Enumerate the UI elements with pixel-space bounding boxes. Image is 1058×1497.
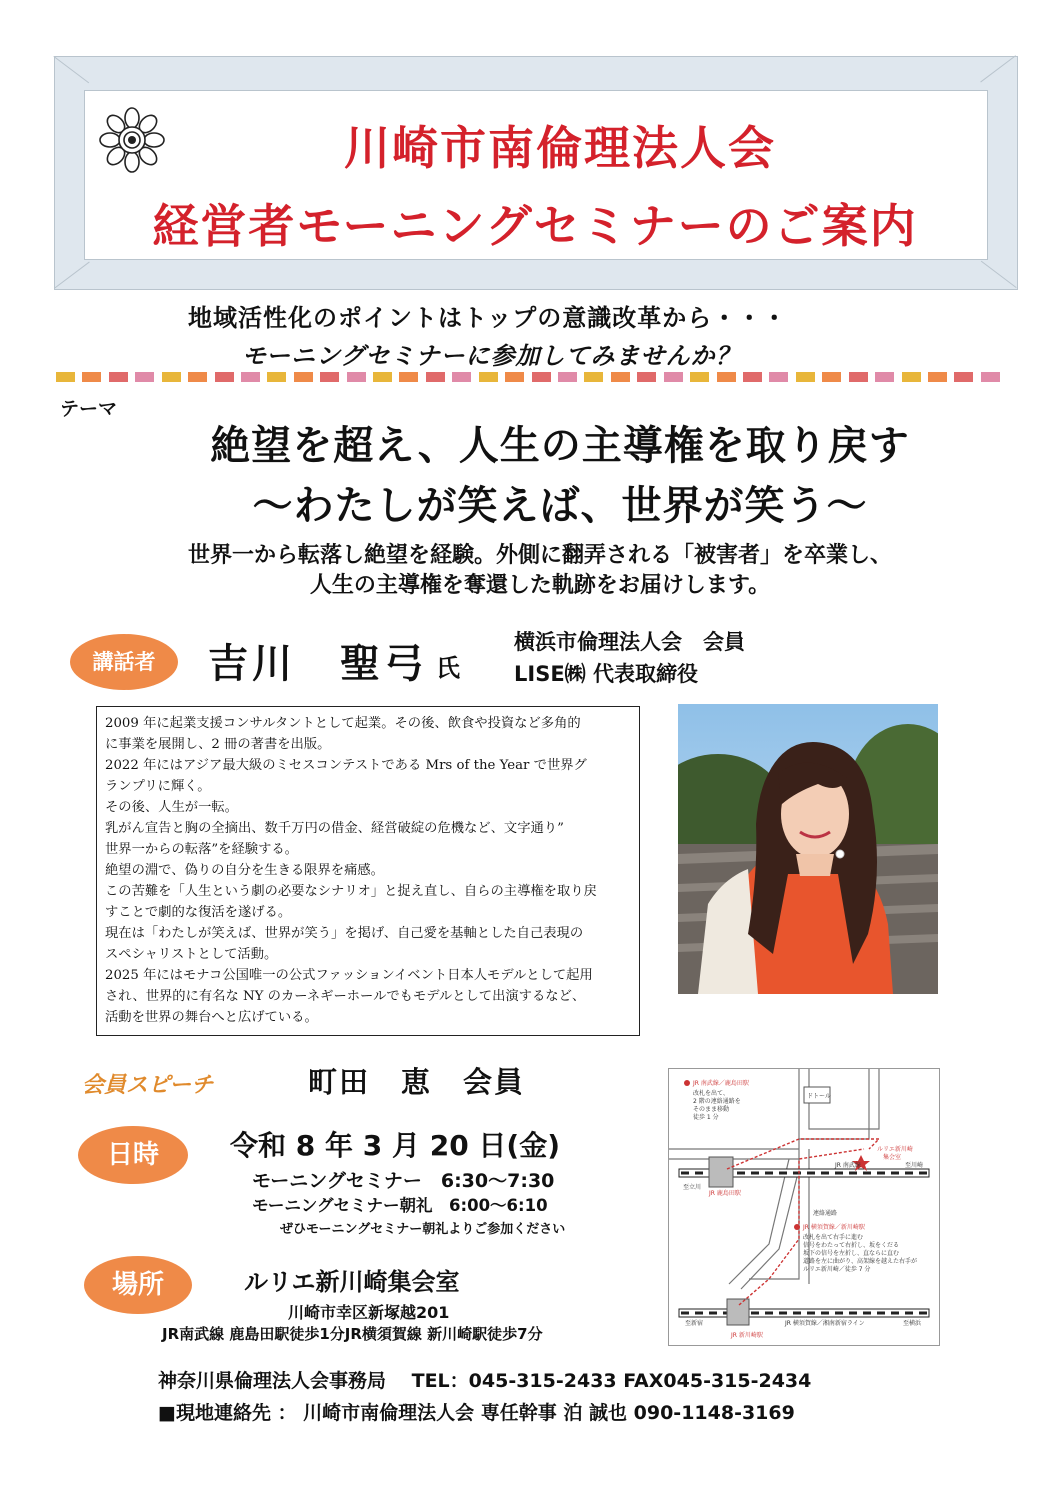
- divider-dash: [532, 372, 551, 382]
- access-map: [668, 1068, 940, 1346]
- bio-line: され、世界的に有名な NY のカーネギーホールでもモデルとして出演するなど、: [105, 989, 586, 1004]
- divider-dash: [320, 372, 339, 382]
- divider-dash: [347, 372, 366, 382]
- datetime-badge: 日時: [78, 1126, 188, 1184]
- lead-text: 地域活性化のポイントはトップの意識改革から・・・: [188, 304, 788, 332]
- divider-dash: [954, 372, 973, 382]
- divider-dash: [875, 372, 894, 382]
- divider-dash: [584, 372, 603, 382]
- bio-line: ランプリに輝く。: [105, 779, 211, 794]
- map-yokosuka-line: JR 横須賀線／湘南新宿ライン: [785, 1320, 865, 1327]
- speaker-bio: [96, 706, 640, 1036]
- divider-dash: [664, 372, 683, 382]
- map-station-left: 至立川: [683, 1184, 702, 1191]
- venue-access: JR南武線 鹿島田駅徒歩1分JR横須賀線 新川崎駅徒歩7分: [162, 1325, 543, 1343]
- bio-line: スペシャリストとして活動。: [105, 947, 278, 962]
- divider-dash: [637, 372, 656, 382]
- divider-dash: [294, 372, 313, 382]
- map-note1-line: そのまま移動: [693, 1106, 730, 1113]
- map-venue-label: ルリエ新川崎: [877, 1146, 913, 1153]
- divider-dash: [558, 372, 577, 382]
- page-subtitle: 経営者モーニングセミナーのご案内: [152, 199, 918, 253]
- lead-invitation: モーニングセミナーに参加してみませんか？: [242, 342, 741, 370]
- divider-dash: [981, 372, 1000, 382]
- speaker-photo: [678, 704, 938, 994]
- bio-line: 活動を世界の舞台へと広げている。: [105, 1010, 318, 1025]
- bio-line: 絶望の淵で、偽りの自分を生きる限界を痛感。: [105, 863, 384, 878]
- speaker-name: 吉川 聖弓: [208, 641, 428, 687]
- bio-line: 2022 年にはアジア最大級のミセスコンテストである Mrs of the Year で世界グ: [105, 758, 587, 773]
- map-station-right: 至川崎: [905, 1162, 924, 1169]
- bio-line: 2009 年に起業支援コンサルタントとして起業。その後、飲食や投資など多角的: [105, 716, 581, 731]
- map-note2-title: JR 横須賀線／新川崎駅: [803, 1224, 865, 1231]
- speaker-affiliation: 横浜市倫理法人会 会員: [514, 630, 745, 654]
- divider-dash: [215, 372, 234, 382]
- map-note1-line: 2 階の連絡通路を: [693, 1098, 741, 1105]
- map-note2-line: 信号をわたって右折し、坂をくだる: [803, 1242, 900, 1249]
- map-note1-line: 徒歩 1 分: [693, 1114, 719, 1121]
- member-speech-name: 町田 恵 会員: [308, 1065, 526, 1099]
- bio-line: すことで劇的な復活を遂げる。: [105, 905, 292, 920]
- divider-dash: [241, 372, 260, 382]
- map-bottom-left: 至新宿: [685, 1320, 704, 1327]
- bio-line: 現在は「わたしが笑えば、世界が笑う」を掲げ、自己愛を基軸とした自己表現の: [105, 926, 584, 941]
- bio-line: この苦難を「人生という劇の必要なシナリオ」と捉え直し、自らの主導権を取り戻: [105, 884, 597, 899]
- map-note2-line: 坂下の信号を左折し、直ならに直む: [803, 1250, 900, 1257]
- map-venue-label: 集会室: [883, 1154, 902, 1161]
- theme-subtitle: ～わたしが笑えば、世界が笑う～: [252, 483, 868, 529]
- divider-dash: [796, 372, 815, 382]
- bio-line: 世界一からの転落”を経験する。: [105, 842, 298, 857]
- rinri-emblem-icon: [96, 104, 168, 176]
- divider-dash: [928, 372, 947, 382]
- venue-address: 川崎市幸区新塚越201: [288, 1303, 450, 1322]
- morning-assembly-time: モーニングセミナー朝礼 6:00～6:10: [252, 1196, 548, 1215]
- divider-dash: [188, 372, 207, 382]
- divider-dash: [479, 372, 498, 382]
- local-contact: ■現地連絡先 ： 川崎市南倫理法人会 専任幹事 泊 誠也 090-1148-3169: [158, 1402, 795, 1424]
- bio-line: その後、人生が一転。: [105, 800, 238, 815]
- bio-line: に事業を展開し、2 冊の著書を出版。: [105, 737, 331, 752]
- divider-dash: [56, 372, 75, 382]
- divider-dash: [452, 372, 471, 382]
- decorative-divider: [56, 372, 1000, 384]
- speaker-title: LISE㈱ 代表取締役: [514, 662, 698, 686]
- participation-note: ぜひモーニングセミナー朝礼よりご参加ください: [280, 1222, 566, 1237]
- event-date: 令和 8 年 3 月 20 日(金): [230, 1129, 561, 1162]
- seminar-time: モーニングセミナー 6:30～7:30: [252, 1170, 555, 1192]
- map-note2-line: 道路を左に曲がり、高架線を越えた右手が: [803, 1258, 918, 1265]
- map-note1-line: 改札を出て、: [693, 1090, 729, 1097]
- map-note1-title: JR 南武線／鹿島田駅: [693, 1080, 749, 1087]
- member-speech-label: 会員スピーチ: [82, 1073, 214, 1098]
- divider-dash: [135, 372, 154, 382]
- speaker-honorific: 氏: [436, 654, 460, 682]
- divider-dash: [162, 372, 181, 382]
- divider-dash: [690, 372, 709, 382]
- map-shinkawasaki-label: JR 新川崎駅: [731, 1332, 763, 1339]
- divider-dash: [505, 372, 524, 382]
- page-title: 川崎市南倫理法人会: [344, 121, 776, 175]
- speaker-badge: 講話者: [70, 634, 178, 690]
- divider-dash: [717, 372, 736, 382]
- theme-description: 人生の主導権を奪還した軌跡をお届けします。: [309, 573, 771, 598]
- divider-dash: [822, 372, 841, 382]
- map-nambu-line: JR 南武線: [835, 1162, 861, 1169]
- bio-line: 乳がん宣告と胸の全摘出、数千万円の借金、経営破綻の危機など、文字通り”: [105, 821, 564, 836]
- theme-label: テーマ: [60, 398, 118, 420]
- divider-dash: [902, 372, 921, 382]
- divider-dash: [267, 372, 286, 382]
- divider-dash: [743, 372, 762, 382]
- divider-dash: [426, 372, 445, 382]
- map-bridge-label: 連絡通路: [813, 1210, 838, 1217]
- venue-name: ルリエ新川崎集会室: [244, 1268, 460, 1296]
- yokosuka-line: [679, 1309, 929, 1317]
- map-bottom-right: 至横浜: [903, 1320, 922, 1327]
- divider-dash: [849, 372, 868, 382]
- map-dotour-label: ドトール: [807, 1093, 831, 1100]
- divider-dash: [82, 372, 101, 382]
- theme-description: 世界一から転落し絶望を経験。外側に翻弄される「被害者」を卒業し、: [187, 543, 892, 568]
- theme-title: 絶望を超え、人生の主導権を取り戻す: [210, 423, 910, 469]
- divider-dash: [109, 372, 128, 382]
- bio-line: 2025 年にはモナコ公国唯一の公式ファッションイベント日本人モデルとして起用: [105, 968, 593, 983]
- map-note2-line: 改札を出て右手に進む: [803, 1234, 864, 1241]
- divider-dash: [373, 372, 392, 382]
- map-note2-line: ルリエ新川崎／徒歩 7 分: [803, 1266, 871, 1273]
- divider-dash: [611, 372, 630, 382]
- place-badge: 場所: [84, 1256, 192, 1314]
- divider-dash: [399, 372, 418, 382]
- office-contact: 神奈川県倫理法人会事務局 TEL：045-315-2433 FAX045-315-2434: [158, 1370, 812, 1392]
- map-kashimada-label: JR 鹿島田駅: [709, 1190, 741, 1197]
- divider-dash: [769, 372, 788, 382]
